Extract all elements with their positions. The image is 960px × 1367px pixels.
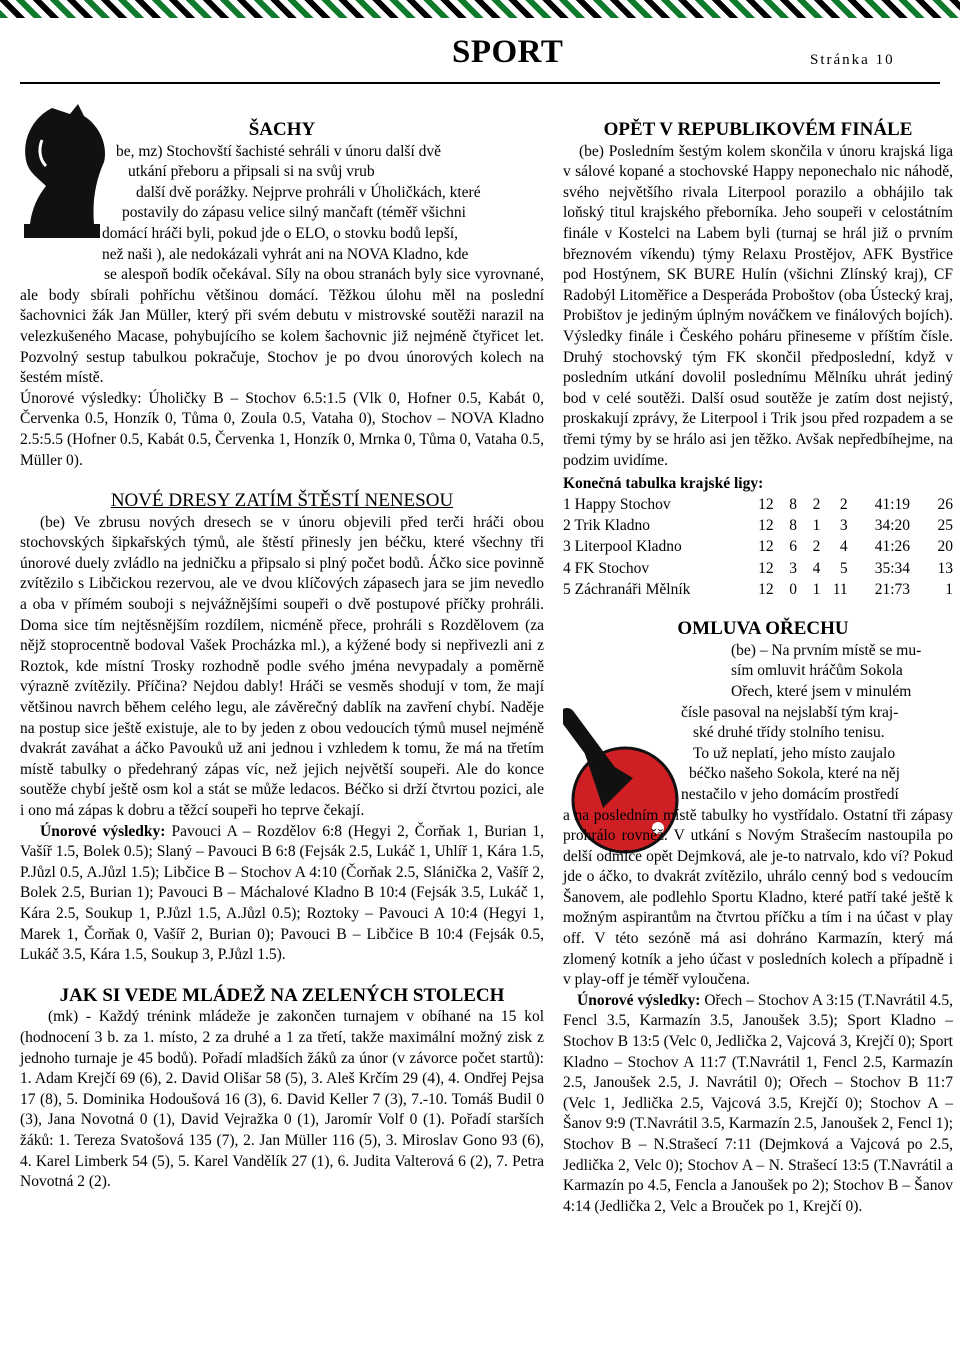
sachy-line-5: domácí hráči byli, pokud jde o ELO, o stovku bodů lepší, bbox=[102, 224, 459, 242]
table-cell: 8 bbox=[789, 516, 797, 534]
table-cell: 2 bbox=[812, 538, 821, 556]
heading-sachy: ŠACHY bbox=[248, 119, 316, 140]
header-divider bbox=[20, 82, 940, 84]
heading-dresy: NOVÉ DRESY ZATÍM ŠTĚSTÍ NENESOU bbox=[110, 490, 454, 512]
omluva-body: a na posledním místě tabulky ho vystřídalo. Ostatní tři zápasy prohrálo rovněž. V utkání s Novým Strašecím nastoupila po delší odmlce opět Dejmková, ale je-to natrvalo, kdo ví? Pokud jde o áčko, to dvakrát zvítězilo, uhrálo cenný bod s vedoucím Šanovem, ale podlehlo Sportu Kladno, které patří také ještě k možným aspirantům na čtvrtou příčku a tím i na účast v play off. V této sezóně má asi dohráno Karmazín, který má zlomený kotník a jeho účast v posledních kolech a případně i v play-off je téměř vyloučena. bbox=[563, 806, 953, 989]
table-row bbox=[563, 559, 953, 580]
mladez-body: (mk) - Každý trénink mládeže je zakončen turnajem v obíhané na 15 kol (hodnocení 3 b. za 1. místo, 2 za druhé a 1 za třetí, takže maximální možný zisk z jednoho turnaje je 45 bodů). Pořadí mladších žáků za únor (v závorce počet startů): 1. Adam Krejčí 69 (6), 2. David Olišar 58 (5), 3. Aleš Krčím 29 (4), 4. Ondřej Pejsa 17 (8), 5. Dominika Hodoušová 16 (3), 6. David Keller 7 (3), 7.-10. Tomáš Budil 0 (3), Jana Novotná 0 (1), David Vejražka 0 (1), Jaromír Volf 0 (1). Pořadí starších žáků: 1. Tereza Svatošová 135 (7), 2. Jan Müller 116 (5), 3. Miroslav Gono 93 (6), 4. Karel Limberk 54 (5), 5. Karel Vandělík 27 (1), 6. Judita Valterová 6 (2), 7. Petra Novotná 2 (2). bbox=[20, 1008, 544, 1191]
table-cell: 6 bbox=[789, 538, 797, 556]
table-row bbox=[563, 580, 953, 601]
omluva-line-2: sím omluvit hráčům Sokola bbox=[731, 662, 903, 680]
heading-mladez: JAK SI VEDE MLÁDEŽ NA ZELENÝCH STOLECH bbox=[59, 984, 505, 1006]
omluva-line-1: (be) – Na prvním místě se mu- bbox=[731, 641, 922, 659]
league-table bbox=[563, 495, 953, 601]
table-cell: 4 bbox=[839, 538, 848, 556]
sachy-line-3: další dvě porážky. Nejprve prohráli v Úholičkách, které bbox=[136, 183, 481, 201]
sachy-line-7: se alespoň bodík očekával. bbox=[104, 266, 272, 284]
table-cell: 2 bbox=[839, 495, 848, 513]
omluva-line-7: béčko našeho Sokola, které na něj bbox=[689, 765, 900, 783]
table-cell: 8 bbox=[789, 495, 797, 513]
decorative-border bbox=[0, 0, 960, 18]
table-cell: 2 bbox=[812, 495, 821, 513]
table-cell: 3 bbox=[839, 516, 848, 534]
sachy-line-2: utkání přeboru a připsali si na svůj vrub bbox=[128, 163, 375, 181]
table-row bbox=[563, 516, 953, 537]
table-row bbox=[563, 537, 953, 558]
omluva-results: Ořech – Stochov A 3:15 (T.Navrátil 4.5, Fencl 3.5, Karmazín 3.5, Janoušek 3.5); Sport Kladno – Stochov B 13:5 (Velc 0, Jedlička 2, Vajcová 3, Krejčí 0); Sport Kladno – Stochov A 11:7 (T.Navrátil 1, Fencl 2.5, Karmazín 2.5, Janoušek 2.5, J. Navrátil 0); Ořech – Stochov B 11:7 (Velc 1, Jedlička 2.5, Vajcová 3.5, Krejčí 0); Stochov A – Šanov 9:9 (T.Navrátil 3.5, Karmazín 2.5, Janoušek 2, Fencl 1); Stochov B – N.Strašecí 7:11 (Dejmková a Vajcová po 2.5, Jedlička 2, Velc 0); Stochov A – N. Strašecí 13:5 (T.Navrátil a Karmazín po 4.5, Fencla a Janoušek po 2); Stochov B – Šanov 4:14 (Jedlička 2, Velc a Brouček po 1, Krejčí 0). bbox=[563, 991, 953, 1215]
finale-table-label: Konečná tabulka krajské ligy: bbox=[563, 475, 764, 493]
table-cell: 4 FK Stochov bbox=[563, 559, 650, 577]
section-title: SPORT bbox=[452, 34, 564, 70]
table-cell: 12 bbox=[758, 580, 774, 598]
table-cell: 5 bbox=[839, 559, 848, 577]
table-cell: 2 Trik Kladno bbox=[563, 516, 650, 534]
heading-finale: OPĚT V REPUBLIKOVÉM FINÁLE bbox=[603, 119, 913, 140]
table-cell: 35:34 bbox=[874, 559, 911, 577]
table-cell: 1 bbox=[812, 516, 821, 534]
table-cell: 3 Literpool Kladno bbox=[563, 538, 682, 556]
table-cell: 0 bbox=[789, 580, 797, 598]
table-cell: 11 bbox=[832, 580, 848, 598]
omluva-line-8: nestačilo v jeho domácím prostředí bbox=[681, 785, 899, 803]
table-cell: 12 bbox=[758, 559, 774, 577]
table-cell: 13 bbox=[937, 559, 953, 577]
table-cell: 41:26 bbox=[874, 538, 911, 556]
table-cell: 12 bbox=[758, 538, 774, 556]
table-cell: 34:20 bbox=[874, 516, 911, 534]
table-cell: 12 bbox=[758, 495, 774, 513]
omluva-line-6: To už neplatí, jeho místo zaujalo bbox=[693, 744, 896, 762]
dresy-body: (be) Ve zbrusu nových dresech se v únoru objevili před terči hráči obou stochovských šipkařských týmů, ale štěstí přinesly jen béčku, které všechny tři únorové duely zvládlo na jedničku a připsalo si plný počet bodů. Áčko sice povinně zvítězilo s Libčickou rezervou, ale ve dvou klíčových zápasech jara se jim nevedlo a oba v přímém souboji s nejvážnějšími soupeři o dvě postupové příčky prohráli. Doma sice tím nejtěsnějším rozdílem, nicméně přece, prohráli s Rozdělovem (za nějž stoprocentně bodoval Vašek Procházka ml.), a kýžené body si nepřivezli ani z Roztok, kde místní Trosky rozhodně podle svého jména nevypadaly a poměrně výrazně zvítězily. Příčina? Nejdou dably! Hráči se vesměs shodují v tom, že mají většinou navrch během celého legu, ale závěrečný dablík na zavření chybí. Naděje na postup sice ještě existuje, ale to by jeden z obou vedoucích týmů musel nejméně dvakrát zaváhat a áčko Pavouků už ani jednou i vzhledem k tomu, že má na třetím místě tabulky o předehraný zápas víc, než jejich největší soupeři. Ale do konce soutěže chybí ještě osm kol a stát se může ledacos. Béčko si drží čtvrtou pozici, ale i ono má zápas k dobru a těžcí soupeři ho teprve čekají. bbox=[20, 513, 544, 819]
table-row bbox=[563, 495, 953, 516]
omluva-line-3: Ořech, které jsem v minulém bbox=[731, 682, 912, 700]
table-cell: 1 bbox=[945, 580, 953, 598]
finale-body: (be) Posledním šestým kolem skončila v únoru krajská liga v sálové kopané a stochovské Happy neponechalo nic náhodě, svého největšího rivala Literpool porazilo a obhájilo tak loňský titul krajského přeborníka. Jeho soupeři v celostátním finále v Kostelci na Labem byli (turnaj se hrál již o prvním březnovém víkendu) týmy Relaxu Prostějov, AFK Bystřice pod Hostýnem, SK BURE Hulín (všichni Zlínský kraj), CF Radobýl Litoměřice a Desperáda Proboštov (oba Ústecký kraj, Probištov je jediným úplným nováčkem ve finálových bojích). Výsledky finále i Českého poháru přineseme v příštím čísle. Druhý stochovský tým FK skončil předposlední, když v posledním utkání dovolil poslednímu Mělníku uhrát jediný bod v celé soutěži. Další osud soutěže je zatím dost nejistý, proskakují zprávy, že Literpool i Trik jsou před rozpadem a se třemi týmy by se hrálo asi jen těžko. Avšak nepředbíhejme, na podzim uvidíme. bbox=[563, 142, 953, 469]
table-cell: 1 Happy Stochov bbox=[563, 495, 671, 513]
sachy-line-1: be, mz) Stochovští šachisté sehráli v únoru další dvě bbox=[116, 142, 442, 160]
table-cell: 41:19 bbox=[874, 495, 911, 513]
page-number: Stránka 10 bbox=[810, 52, 895, 68]
sachy-body: Síly na obou stranách byly sice vyrovnané, ale body sbírali pohříchu většinou domácí. Těžkou úlohu měl na poslední šachovnici žák Jan Müller, který při svém debutu v mistrovské soutěži narazil na velezkušeného Macase, pohybujícího se kolem šachovnic již nejméně čtyřicet let. Pozvolný sestup tabulkou pokračuje, Stochov je po dvou únorových kolech na šestém místě. bbox=[20, 266, 545, 387]
table-cell: 20 bbox=[937, 538, 953, 556]
omluva-results-label: Únorové výsledky: bbox=[577, 991, 701, 1009]
table-cell: 1 bbox=[812, 580, 821, 598]
left-column bbox=[20, 120, 544, 1193]
table-cell: 26 bbox=[937, 495, 953, 513]
sachy-line-4: postavily do zápasu velice silný mančaft (téměř všichni bbox=[122, 204, 466, 222]
omluva-line-4: čísle pasoval na nejslabší tým kraj- bbox=[681, 703, 899, 721]
table-cell: 12 bbox=[758, 516, 774, 534]
right-column bbox=[563, 120, 953, 1217]
table-cell: 21:73 bbox=[874, 580, 911, 598]
omluva-line-5: ské druhé třídy stolního tenisu. bbox=[693, 724, 885, 742]
table-cell: 5 Záchranáři Mělník bbox=[563, 580, 691, 598]
table-cell: 4 bbox=[812, 559, 821, 577]
dresy-results-label: Únorové výsledky: bbox=[40, 822, 166, 840]
table-cell: 3 bbox=[789, 559, 797, 577]
dresy-results: Pavouci A – Rozdělov 6:8 (Hegyi 2, Čorňak 1, Burian 1, Vašíř 1.5, Bolek 0.5); Slaný – Pavouci B 6:8 (Fejsák 2.5, Lukáč 1, Uhlíř 1, Kára 1.5, P.Jůzl 0.5, A.Jůzl 1.5); Libčice B – Stochov A 4:10 (Čorňak 2.5, Slánička 2, Vašíř 2, Bolek 2.5, Burian 1); Pavouci B – Máchalové Kladno B 10:4 (Fejsák 3.5, Lukáč 1, Kára 2.5, Soukup 1, P.Jůzl 1.5, A.Jůzl 0.5); Roztoky – Pavouci A 10:4 (Hegyi 1, Marek 1, Čorňak 0, Vašíř 2, Burian 0); Pavouci B – Libčice B 10:4 (Fejsák 0.5, Lukáč 3.5, Kára 1.5, Soukup 3, P.Jůzl 1.5). bbox=[20, 822, 544, 964]
table-cell: 25 bbox=[937, 516, 953, 534]
sachy-line-6: než naši ), ale nedokázali vyhrát ani na NOVA Kladno, kde bbox=[102, 245, 469, 263]
sachy-results: Únorové výsledky: Úholičky B – Stochov 6.5:1.5 (Vlk 0, Hofner 0.5, Kabát 0, Červenka 0.5, Honzík 0, Tůma 0, Zoula 0.5, Vataha 0), Stochov – NOVA Kladno 2.5:5.5 (Hofner 0.5, Kabát 0.5, Červenka 1, Honzík 0, Mrnka 0, Tůma 0, Vataha 0.5, Müller 0). bbox=[20, 389, 544, 469]
heading-omluva: OMLUVA OŘECHU bbox=[677, 618, 849, 640]
page-header bbox=[0, 18, 960, 86]
